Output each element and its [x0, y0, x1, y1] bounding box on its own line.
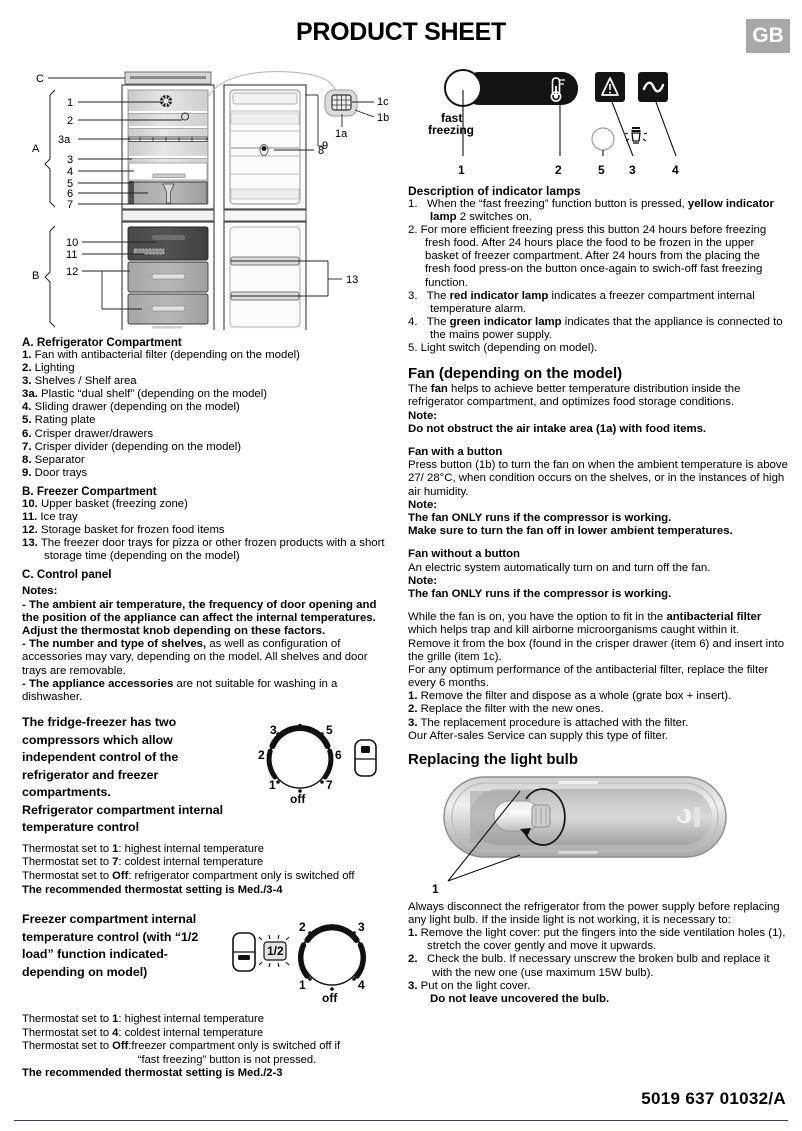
svg-text:3a: 3a — [58, 134, 71, 146]
filter-paragraph-4: Our After-sales Service can supply this type of filter. — [408, 729, 669, 742]
svg-text:6: 6 — [67, 188, 74, 200]
fridge-thermostat-recommended: The recommended thermostat setting is Med./3-4 — [22, 883, 283, 896]
section-b-title: B. Freezer Compartment — [22, 484, 157, 498]
freezer-thermostat-line-1: Thermostat set to 1: highest internal temperature — [22, 1013, 264, 1026]
note-2: - The number and type of shelves, as well as configuration of accessories may vary, depending on the model. All shelves and door trays are removable. — [22, 638, 368, 677]
list-item: 3. Shelves / Shelf area — [22, 375, 137, 388]
bulb-step: 2. Check the bulb. If necessary unscrew the broken bulb and replace it with the new one (use maximum 15W bulb). — [408, 953, 770, 979]
list-item: 3a. Plastic “dual shelf” (depending on the model) — [22, 388, 268, 401]
page-header — [0, 0, 802, 62]
indicator-lamp-item: 3. The red indicator lamp indicates a freezer compartment internal temperature alarm. — [408, 289, 755, 315]
dial-number: 2 — [299, 920, 306, 935]
light-bulb-diagram — [408, 769, 788, 901]
svg-text:1: 1 — [67, 97, 74, 109]
dial-number: 6 — [335, 748, 342, 763]
fan-note-text: Do not obstruct the air intake area (1a) with food items. — [408, 422, 707, 435]
list-item: 12. Storage basket for frozen food items — [22, 524, 225, 537]
section-a-title: A. Refrigerator Compartment — [22, 336, 182, 349]
filter-paragraph-3: For any optimum performance of the antibacterial filter, replace the filter every 6 months. — [408, 663, 769, 690]
page-title: PRODUCT SHEET — [295, 18, 506, 46]
bulb-step: 1. Remove the light cover: put the fingers into the side ventilation holes (1), stretch the cover gently and move it upwards. — [408, 927, 786, 953]
svg-text:7: 7 — [67, 199, 74, 211]
dial-number: 7 — [326, 778, 333, 793]
fan-section-heading: Fan (depending on the model) — [408, 365, 623, 383]
fan-without-button-note-label: Note: — [408, 574, 438, 587]
list-item: 11. Ice tray — [22, 511, 78, 524]
dial-off-label: off — [290, 792, 306, 807]
bulb-step: 3. Put on the light cover. — [408, 979, 531, 992]
list-item: 8. Separator — [22, 453, 85, 466]
locale-badge: GB — [746, 19, 790, 53]
list-item: 10. Upper basket (freezing zone) — [22, 497, 188, 510]
svg-text:11: 11 — [66, 249, 78, 261]
list-item: 1. Fan with antibacterial filter (depending on the model) — [22, 349, 300, 361]
fan-with-button-note-2: Make sure to turn the fan off in lower ambient temperatures. — [408, 525, 733, 538]
document-code: 5019 637 01032/A — [641, 1089, 786, 1108]
filter-step: 3. The replacement procedure is attached with the filter. — [408, 716, 689, 729]
indicator-lamp-item: 2. For more efficient freezing press this button 24 hours before freezing fresh food. After 24 hours place the food to be frozen in the upper basket of freezer compartment. After 24 hours from the placing the fresh food press-on the button once-again to swich-off fast freezing function. — [408, 224, 767, 289]
freezer-thermostat-block — [22, 911, 392, 1007]
half-load-label: 1/2 — [267, 944, 284, 959]
freezer-thermostat-dial[interactable] — [227, 911, 392, 1007]
freezer-thermostat-label: Freezer compartment internal temperature control (with “1/2 load” function indicated- depending on model) — [22, 912, 199, 979]
svg-text:1c: 1c — [377, 96, 389, 108]
fridge-thermostat-line-3: Thermostat set to Off: refrigerator compartment only is switched off — [22, 869, 355, 882]
fast-freezing-label-2: freezing — [428, 123, 475, 137]
fridge-thermostat-line-1: Thermostat set to 1: highest internal temperature — [22, 842, 264, 855]
list-item: 6. Crisper drawer/drawers — [22, 427, 154, 440]
filter-step: 1. Remove the filter and dispose as a whole (grate box + insert). — [408, 690, 732, 703]
fan-with-button-heading: Fan with a button — [408, 445, 503, 458]
fridge-thermostat-line-2: Thermostat set to 7: coldest internal temperature — [22, 856, 264, 869]
list-item: 5. Rating plate — [22, 414, 96, 427]
note-3: - The appliance accessories are not suitable for washing in a dishwasher. — [22, 677, 338, 704]
fan-without-button-note-1: The fan ONLY runs if the compressor is working. — [408, 587, 672, 600]
fan-note-label: Note: — [408, 409, 438, 422]
fan-without-button-text: An electric system automatically turn on and turn off the fan. — [408, 561, 711, 574]
list-item: 7. Crisper divider (depending on the model) — [22, 440, 242, 453]
svg-text:2: 2 — [67, 115, 74, 127]
footer-divider — [14, 1120, 788, 1121]
section-a-list — [22, 349, 392, 480]
refrigerator-diagram — [22, 64, 392, 332]
filter-step: 2. Replace the filter with the new ones. — [408, 703, 604, 716]
bulb-icon — [625, 127, 647, 143]
callout-number: 3 — [629, 163, 636, 177]
svg-text:5: 5 — [67, 178, 74, 190]
fan-without-button-heading: Fan without a button — [408, 548, 520, 561]
section-b-list — [22, 498, 392, 563]
svg-text:B: B — [32, 270, 40, 282]
fast-freezing-label-1: fast — [441, 111, 463, 125]
left-column — [0, 62, 402, 1081]
indicator-lamps-heading: Description of indicator lamps — [408, 184, 581, 198]
freezer-thermostat-line-3: Thermostat set to Off:freezer compartment only is switched off if — [22, 1040, 341, 1053]
light-switch-icon — [592, 128, 614, 150]
control-panel-diagram — [408, 64, 788, 182]
right-column — [402, 62, 802, 1081]
svg-text:13: 13 — [346, 274, 359, 286]
fan-with-button-text: Press button (1b) to turn the fan on when the ambient temperature is above 27/ 28°C, when condition occurs on the shelves, or in the instances of high air humidity. — [408, 459, 788, 498]
section-c-title: C. Control panel — [22, 568, 112, 582]
list-item: 2. Lighting — [22, 362, 75, 375]
fridge-thermostat-text: The fridge-freezer has two compressors which allow independent control of the refrigerator and freezer compartments. Refrigerator compartment internal temperature control — [22, 715, 224, 835]
dial-number: 3 — [270, 723, 277, 738]
filter-paragraph-2: Remove it from the box (found in the crisper drawer (item 6) and insert into the grille (item 1c). — [408, 637, 785, 663]
fan-with-button-note-1: The fan ONLY runs if the compressor is working. — [408, 511, 672, 524]
dial-number: 1 — [299, 978, 306, 993]
list-item: 13. The freezer door trays for pizza or other frozen products with a short storage time (depending on the model) — [22, 537, 385, 563]
list-item: 9. Door trays — [22, 466, 88, 479]
freezer-thermostat-line-2: Thermostat set to 4: coldest internal temperature — [22, 1026, 264, 1039]
svg-text:C: C — [36, 73, 44, 85]
freezer-thermostat-continuation: “fast freezing” button is not pressed. — [137, 1053, 317, 1066]
notes-heading: Notes: — [22, 585, 58, 598]
dial-off-label: off — [322, 991, 338, 1006]
callout-number: 2 — [555, 163, 562, 177]
bulb-callout-number: 1 — [432, 881, 439, 896]
freezer-thermostat-recommended: The recommended thermostat setting is Med./2-3 — [22, 1067, 283, 1080]
dial-number: 2 — [258, 748, 265, 763]
indicator-lamp-item: 5. Light switch (depending on model). — [408, 342, 598, 355]
svg-text:4: 4 — [67, 166, 74, 178]
callout-number: 4 — [672, 163, 679, 177]
svg-text:10: 10 — [66, 237, 79, 249]
svg-text:9: 9 — [322, 140, 329, 152]
fridge-thermostat-block — [22, 714, 392, 837]
bulb-intro: Always disconnect the refrigerator from the power supply before replacing any light bulb. If the inside light is not working, it is necessary to: — [408, 900, 780, 927]
svg-text:3: 3 — [67, 154, 74, 166]
svg-text:8: 8 — [318, 145, 325, 157]
callout-number: 1 — [458, 163, 465, 177]
indicator-lamp-item: 1. When the “fast freezing” function button is pressed, yellow indicator lamp 2 switches on. — [408, 198, 774, 224]
dial-number: 5 — [326, 723, 333, 738]
svg-text:1a: 1a — [335, 128, 348, 140]
bulb-warning: Do not leave uncovered the bulb. — [430, 992, 610, 1005]
dial-number: 4 — [358, 978, 365, 993]
filter-paragraph-1: While the fan is on, you have the option to fit in the antibacterial filter which helps trap and kill airborne microorganisms caught within it. — [408, 611, 762, 637]
fridge-thermostat-dial[interactable] — [242, 714, 392, 810]
svg-text:12: 12 — [66, 266, 79, 278]
content-columns — [0, 62, 802, 1081]
indicator-lamp-item: 4. The green indicator lamp indicates that the appliance is connected to the mains power supply. — [408, 315, 783, 341]
bulb-section-heading: Replacing the light bulb — [408, 750, 578, 768]
callout-number: 5 — [598, 163, 605, 177]
svg-text:A: A — [32, 143, 40, 155]
list-item: 4. Sliding drawer (depending on the model) — [22, 401, 240, 414]
dial-number: 3 — [358, 920, 365, 935]
fan-with-button-note-label: Note: — [408, 498, 438, 511]
note-1: - The ambient air temperature, the frequency of door opening and the position of the appliance can affect the internal temperatures. Adjust the thermostat knob depending on these factors. — [22, 598, 377, 638]
svg-text:1b: 1b — [377, 112, 390, 124]
fan-intro: The fan helps to achieve better temperature distribution inside the refrigerator compartment, and optimizes food storage conditions. — [408, 383, 741, 409]
dial-number: 1 — [269, 778, 276, 793]
